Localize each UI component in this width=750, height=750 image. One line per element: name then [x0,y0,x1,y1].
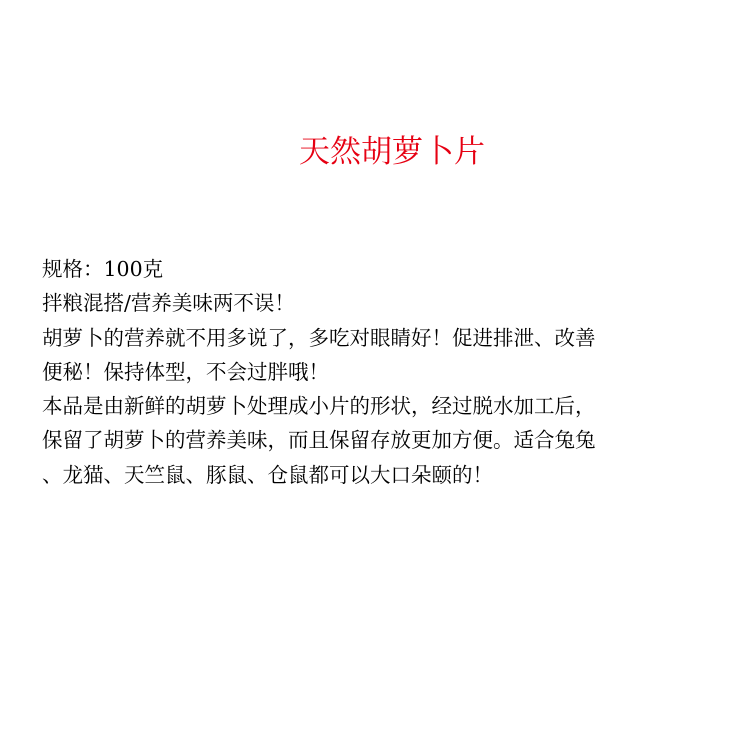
feature-line: 拌粮混搭/营养美味两不误！ [42,291,295,316]
description-line: 便秘！保持体型，不会过胖哦！ [42,359,329,384]
description-line: 本品是由新鲜的胡萝卜处理成小片的形状，经过脱水加工后， [42,394,596,419]
description-line: 胡萝卜的营养就不用多说了，多吃对眼睛好！促进排泄、改善 [42,325,596,350]
spec-line: 规格：100克 [42,257,164,281]
product-title: 天然胡萝卜片 [299,134,485,170]
description-line: 、龙猫、天竺鼠、豚鼠、仓鼠都可以大口朵颐的！ [42,462,493,487]
product-description [42,252,732,492]
description-line: 保留了胡萝卜的营养美味，而且保留存放更加方便。适合兔兔 [42,428,596,453]
